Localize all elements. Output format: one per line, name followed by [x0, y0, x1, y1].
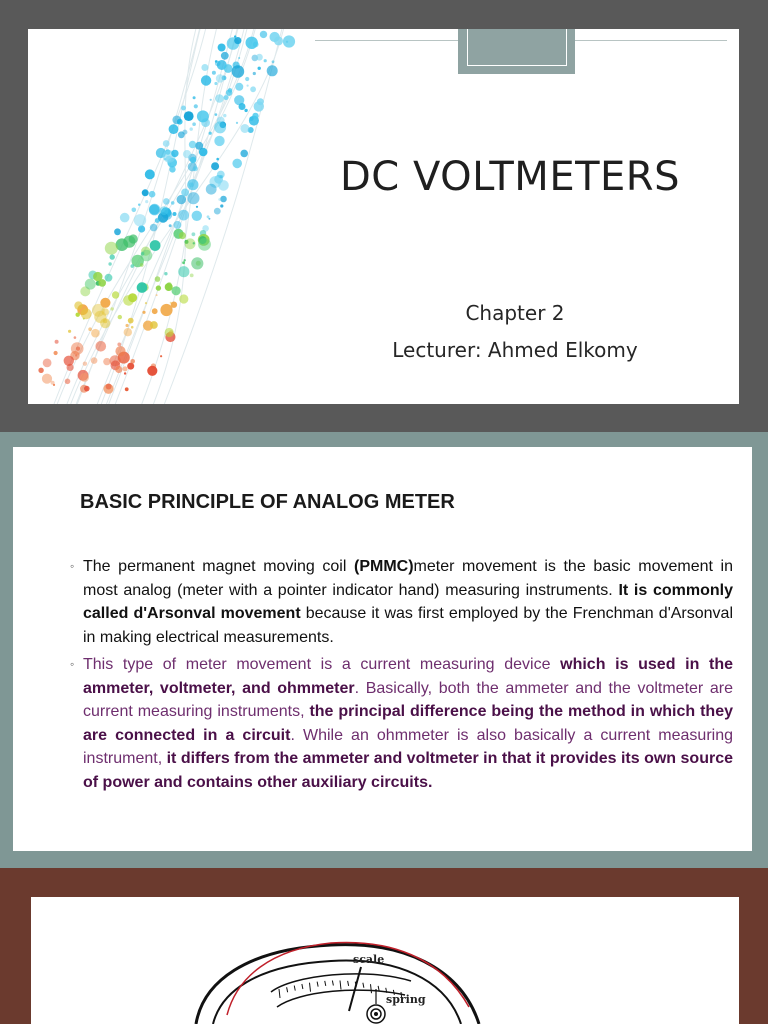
- bubble-dot: [103, 358, 110, 365]
- bubble-dot: [142, 311, 145, 314]
- bubble-dot: [112, 291, 119, 298]
- bold-text-run: It is commonly called d'Arsonval movement: [83, 581, 733, 622]
- text-run: This type of meter movement is a current measuring device: [83, 656, 561, 673]
- bubble-dot: [185, 238, 196, 249]
- bubble-dot: [115, 346, 125, 356]
- bubbles-decoration: [28, 29, 318, 404]
- bubble-dot: [100, 318, 110, 328]
- bubble-dot: [160, 355, 162, 357]
- text-run: . Basically, both the ammeter and the voltmeter are current measuring instruments,: [83, 679, 734, 720]
- bubble-dot: [260, 31, 267, 38]
- bubble-dot: [214, 208, 221, 215]
- bubble-dot: [120, 213, 130, 223]
- bubble-dot: [163, 198, 170, 205]
- bubble-dot: [55, 340, 59, 344]
- bubble-dot: [193, 96, 196, 99]
- bubble-dot: [138, 225, 145, 232]
- bold-text-run: which is used in the ammeter, voltmeter, and ohmmeter: [83, 656, 733, 697]
- bubble-dot: [192, 211, 202, 221]
- bubble-dot: [201, 75, 211, 85]
- bubble-dot: [145, 302, 147, 304]
- bubble-dot: [234, 37, 241, 44]
- bubble-dot: [171, 150, 178, 157]
- bubble-dot: [218, 180, 229, 191]
- bubble-dot: [172, 286, 181, 295]
- bubble-dot: [247, 85, 249, 87]
- bubble-dot: [218, 198, 221, 201]
- bubble-dot: [74, 301, 82, 309]
- bubble-dot: [232, 65, 245, 78]
- slide-1[interactable]: [28, 29, 739, 404]
- bubble-dot: [189, 141, 196, 148]
- label-scale: scale: [353, 953, 385, 966]
- bubble-dot: [179, 294, 188, 303]
- meter-case-outline: [196, 945, 479, 1024]
- bubble-dot: [152, 308, 158, 314]
- bubble-dot: [126, 324, 129, 327]
- bubble-dot: [184, 259, 186, 261]
- bubble-dot: [232, 159, 242, 169]
- bubble-dot: [196, 206, 198, 208]
- bubble-dot: [114, 228, 121, 235]
- bubble-dot: [124, 328, 132, 336]
- bubble-dot: [91, 329, 100, 338]
- bubble-dot: [142, 190, 148, 196]
- bubble-dot: [239, 103, 246, 110]
- paragraph-text: [83, 558, 733, 646]
- bubble-dot: [38, 368, 43, 373]
- bubble-dot: [80, 373, 89, 382]
- bubble-dot: [140, 263, 144, 267]
- text-run: meter movement is the basic movement in most analog (meter with a pointer indicator hand) measuring instruments.: [83, 558, 734, 599]
- bubble-dot: [93, 272, 102, 281]
- bubble-dot: [110, 254, 115, 259]
- bubble-dot: [166, 156, 172, 162]
- bubble-dot: [123, 366, 128, 371]
- bubble-dot: [215, 136, 224, 145]
- scale-tick: [294, 986, 295, 991]
- scale-tick: [363, 983, 364, 988]
- bubble-dot: [76, 313, 80, 317]
- bubble-dot: [187, 179, 198, 190]
- bubble-dot: [115, 366, 122, 373]
- bubble-dot: [106, 384, 112, 390]
- bubble-dot: [221, 52, 229, 60]
- bubble-dot: [250, 86, 256, 92]
- bubble-dot: [267, 65, 278, 76]
- bubble-dot: [194, 104, 198, 108]
- bubble-dot: [208, 218, 210, 220]
- bubble-dot: [169, 124, 179, 134]
- bubble-dot: [234, 35, 236, 37]
- lecturer-label: Lecturer: Ahmed Elkomy: [392, 338, 638, 362]
- bubble-dot: [201, 64, 208, 71]
- bubble-dot: [164, 272, 167, 275]
- bubble-dot: [117, 343, 121, 347]
- bold-text-run: (PMMC): [354, 558, 414, 575]
- bubble-dot: [190, 157, 196, 163]
- bubble-dot: [264, 59, 267, 62]
- bubble-dot: [163, 140, 170, 147]
- bubble-dot: [193, 166, 198, 171]
- highlight-outline: [227, 942, 469, 1015]
- bubble-dot: [274, 36, 283, 45]
- bubble-dot: [54, 351, 58, 355]
- paragraph-meter-movement: [70, 653, 734, 794]
- scale-tick: [371, 984, 372, 993]
- bubble-dot: [108, 262, 111, 265]
- bubble-dot: [76, 347, 80, 351]
- slide-title: DC VOLTMETERS: [340, 154, 680, 200]
- bubble-dot: [141, 250, 153, 262]
- scale-tick: [287, 987, 288, 992]
- bubble-dot: [65, 379, 71, 385]
- bubble-dot: [272, 60, 275, 63]
- bubble-dot: [256, 54, 263, 61]
- text-run: The permanent magnet moving coil: [83, 558, 354, 575]
- header-accent-frame: [467, 29, 567, 66]
- bubble-dot: [123, 236, 135, 248]
- scale-tick: [340, 981, 341, 990]
- bubble-dot: [74, 336, 77, 339]
- bubble-dot: [190, 274, 194, 278]
- slide-3[interactable]: [31, 897, 739, 1024]
- bubble-dot: [172, 116, 181, 125]
- bubble-dot: [192, 122, 196, 126]
- bubble-dot: [138, 204, 140, 206]
- bubble-dot: [178, 210, 189, 221]
- bubble-dot: [105, 274, 113, 282]
- scale-tick: [325, 981, 326, 986]
- bubble-dot: [91, 357, 98, 364]
- bubble-dot: [191, 257, 203, 269]
- bubble-dot: [187, 192, 199, 204]
- bubble-dot: [245, 77, 249, 81]
- bubble-dot: [240, 150, 248, 158]
- bubble-dot: [155, 218, 160, 223]
- bubble-dot: [85, 279, 96, 290]
- bubble-dot: [156, 294, 158, 296]
- bubble-dot: [215, 94, 224, 103]
- bubble-dot: [283, 35, 295, 47]
- bubble-dot: [147, 366, 157, 376]
- bubble-dot: [132, 208, 137, 213]
- bubble-dot: [167, 282, 172, 287]
- bubble-dot: [258, 67, 261, 70]
- bubble-dot: [215, 60, 218, 63]
- bubble-dot: [64, 356, 74, 366]
- bubble-dot: [238, 57, 240, 59]
- bubble-dot: [88, 327, 92, 331]
- scale-tick: [302, 984, 303, 989]
- bubble-dot: [244, 109, 247, 112]
- bubble-dot: [123, 295, 134, 306]
- bubble-dot: [160, 304, 172, 316]
- bubble-dot: [223, 114, 226, 117]
- bubble-dot: [216, 74, 224, 82]
- bubble-dot: [131, 326, 134, 329]
- bubble-dot: [224, 64, 233, 73]
- bubble-dot: [100, 298, 110, 308]
- bubble-dot: [134, 214, 146, 226]
- spring-coil-center: [374, 1012, 378, 1016]
- bubble-dot: [235, 83, 243, 91]
- scale-tick: [310, 983, 311, 992]
- bubble-trail: [57, 29, 254, 404]
- bubble-dot: [210, 99, 212, 101]
- bubble-dot: [228, 88, 233, 93]
- bubble-dot: [224, 95, 229, 100]
- bubble-dot: [173, 221, 181, 229]
- bubble-dot: [201, 118, 210, 127]
- bubble-dot: [178, 131, 185, 138]
- bubble-dot: [249, 117, 253, 121]
- text-run: . While an ohmmeter is also basically a current measuring instrument,: [83, 726, 734, 767]
- bubble-dot: [173, 212, 177, 216]
- bubble-dot: [214, 82, 217, 85]
- bubble-dot: [215, 113, 218, 116]
- paragraph-text: [83, 656, 733, 791]
- bubble-dot: [220, 196, 227, 203]
- bubble-dot: [190, 127, 193, 130]
- label-spring: spring: [386, 993, 426, 1006]
- bold-text-run: it differs from the ammeter and voltmeter in that it provides its own source of power and contains other auxiliary circuits.: [83, 750, 733, 791]
- bold-text-run: the principal difference being the method in which they are connected in a circuit: [83, 703, 733, 744]
- bubble-dot: [145, 169, 155, 179]
- bubble-dot: [240, 124, 249, 133]
- chapter-label: Chapter 2: [465, 301, 565, 325]
- bubble-dot: [183, 150, 191, 158]
- bubble-dot: [42, 374, 52, 384]
- bubble-dot: [156, 285, 161, 290]
- bubble-dot: [257, 98, 264, 105]
- bubble-dot: [216, 158, 219, 161]
- bubble-dot: [177, 195, 186, 204]
- bubble-dot: [169, 224, 172, 227]
- scale-tick: [317, 982, 318, 987]
- bubble-dot: [211, 162, 219, 170]
- bubble-dot: [171, 201, 175, 205]
- bubble-dot: [118, 315, 122, 319]
- bubble-dot: [125, 387, 129, 391]
- text-run: because it was first employed by the Frenchman d'Arsonval in making electrical measurements.: [83, 605, 733, 646]
- bubble-dot: [81, 308, 92, 319]
- bubble-trail: [115, 29, 237, 404]
- bubble-dot: [184, 111, 194, 121]
- bubble-dot: [149, 204, 161, 216]
- bubble-dot: [178, 266, 189, 277]
- bubble-dot: [246, 37, 258, 49]
- bubble-dot: [195, 142, 203, 150]
- bubble-dot: [43, 359, 52, 368]
- bubble-dot: [145, 200, 148, 203]
- bubble-dot: [110, 307, 113, 310]
- section-heading: BASIC PRINCIPLE OF ANALOG METER: [80, 491, 455, 513]
- bubble-dot: [218, 44, 226, 52]
- paragraph-pmmc: [70, 555, 734, 649]
- bubble-dot: [209, 132, 212, 135]
- bubble-dot: [137, 282, 148, 293]
- scale-tick: [332, 981, 333, 986]
- bubble-dot: [169, 166, 175, 172]
- bubble-dot: [165, 328, 174, 337]
- bubble-dot: [150, 321, 158, 329]
- bubble-dot: [253, 72, 256, 75]
- bubble-dot: [83, 362, 87, 366]
- slide-2[interactable]: [13, 447, 752, 851]
- bubble-dot: [192, 232, 196, 236]
- bubble-dot: [124, 372, 126, 374]
- bullet-icon: ◦: [70, 657, 75, 671]
- bullet-icon: ◦: [70, 559, 75, 573]
- bubble-dot: [171, 302, 177, 308]
- bubble-dot: [96, 341, 107, 352]
- scale-tick: [348, 981, 349, 986]
- bubble-dot: [127, 363, 134, 370]
- bubble-dot: [130, 359, 135, 364]
- bubble-dot: [214, 121, 226, 133]
- bubble-dot: [150, 224, 158, 232]
- pmmc-meter-diagram: [31, 897, 739, 1024]
- bubble-dot: [198, 238, 211, 251]
- bubble-dot: [150, 240, 161, 251]
- bubble-dot: [51, 381, 55, 385]
- bubble-dot: [182, 261, 185, 264]
- bubble-dot: [68, 330, 71, 333]
- bubble-dot: [207, 215, 210, 218]
- bubble-dot: [75, 354, 77, 356]
- bubble-dot: [179, 232, 186, 239]
- bubble-dot: [206, 184, 217, 195]
- bubble-dot: [181, 106, 186, 111]
- bubble-dot: [105, 242, 118, 255]
- bubble-dot: [212, 71, 216, 75]
- bubble-dot: [181, 189, 189, 197]
- bubble-dot: [155, 276, 161, 282]
- bubble-dot: [128, 318, 134, 324]
- bubble-dot: [220, 204, 223, 207]
- bubble-dot: [102, 308, 109, 315]
- bubble-dot: [84, 386, 90, 392]
- bubble-dot: [236, 122, 238, 124]
- scale-tick: [279, 989, 280, 998]
- bubble-dot: [149, 191, 156, 198]
- bubble-dot: [131, 264, 135, 268]
- bubble-dot: [160, 206, 169, 215]
